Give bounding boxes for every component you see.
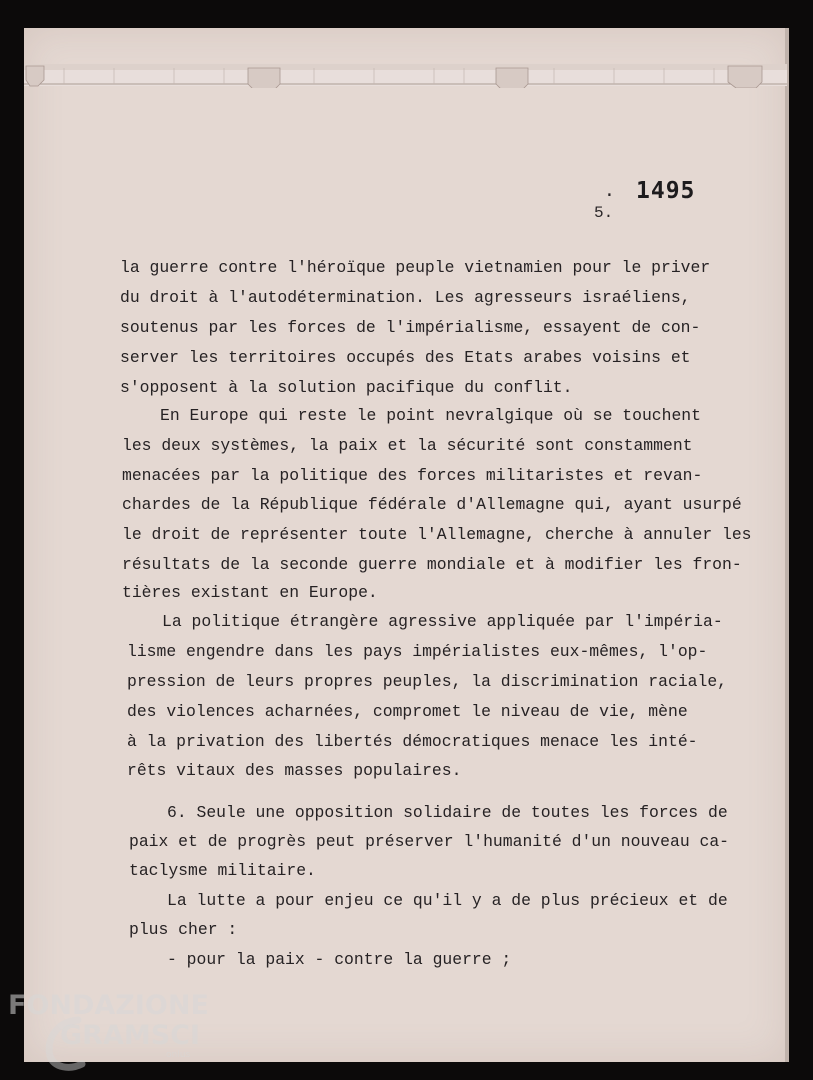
section-number: 5.: [594, 204, 614, 222]
text-line: - pour la paix - contre la guerre ;: [167, 950, 512, 969]
text-line: lisme engendre dans les pays impérialistes eux-mêmes, l'op-: [127, 642, 708, 661]
text-line: résultats de la seconde guerre mondiale et à modifier les fron-: [122, 555, 742, 574]
text-line: à la privation des libertés démocratiques menace les inté-: [127, 732, 698, 751]
text-line: La lutte a pour enjeu ce qu'il y a de plus précieux et de: [167, 891, 728, 910]
watermark-line-3: onlus: [166, 1050, 191, 1060]
watermark-line-2: GRAMSCI: [60, 1020, 201, 1051]
fondazione-gramsci-watermark: [8, 990, 208, 1072]
text-line: taclysme militaire.: [129, 861, 316, 880]
binding-tabs-icon: [24, 64, 787, 88]
binding-strip: [24, 64, 787, 88]
text-line: menacées par la politique des forces militaristes et revan-: [122, 466, 703, 485]
text-line: s'opposent à la solution pacifique du conflit.: [120, 378, 573, 397]
text-line: la guerre contre l'héroïque peuple vietnamien pour le priver: [120, 258, 711, 277]
text-line: les deux systèmes, la paix et la sécurité sont constamment: [122, 436, 693, 455]
text-line: le droit de représenter toute l'Allemagne, cherche à annuler les: [122, 525, 752, 544]
text-line: pression de leurs propres peuples, la discrimination raciale,: [127, 672, 727, 691]
text-line: soutenus par les forces de l'impérialisme, essayent de con-: [120, 318, 701, 337]
text-line: du droit à l'autodétermination. Les agresseurs israéliens,: [120, 288, 691, 307]
text-line: 6. Seule une opposition solidaire de toutes les forces de: [167, 803, 728, 822]
text-line: plus cher :: [129, 920, 238, 939]
page-number-dot: .: [604, 180, 615, 201]
text-line: tières existant en Europe.: [122, 583, 378, 602]
text-line: des violences acharnées, compromet le niveau de vie, mène: [127, 702, 688, 721]
page-edge: [785, 28, 789, 1062]
text-line: En Europe qui reste le point nevralgique où se touchent: [160, 406, 701, 425]
text-line: rêts vitaux des masses populaires.: [127, 761, 462, 780]
watermark-line-1: FONDAZIONE: [8, 990, 209, 1021]
page-number: 1495: [636, 178, 696, 204]
text-line: paix et de progrès peut préserver l'humanité d'un nouveau ca-: [129, 832, 729, 851]
text-line: La politique étrangère agressive appliquée par l'impéria-: [162, 612, 723, 631]
text-line: server les territoires occupés des Etats arabes voisins et: [120, 348, 691, 367]
text-line: chardes de la République fédérale d'Allemagne qui, ayant usurpé: [122, 495, 742, 514]
